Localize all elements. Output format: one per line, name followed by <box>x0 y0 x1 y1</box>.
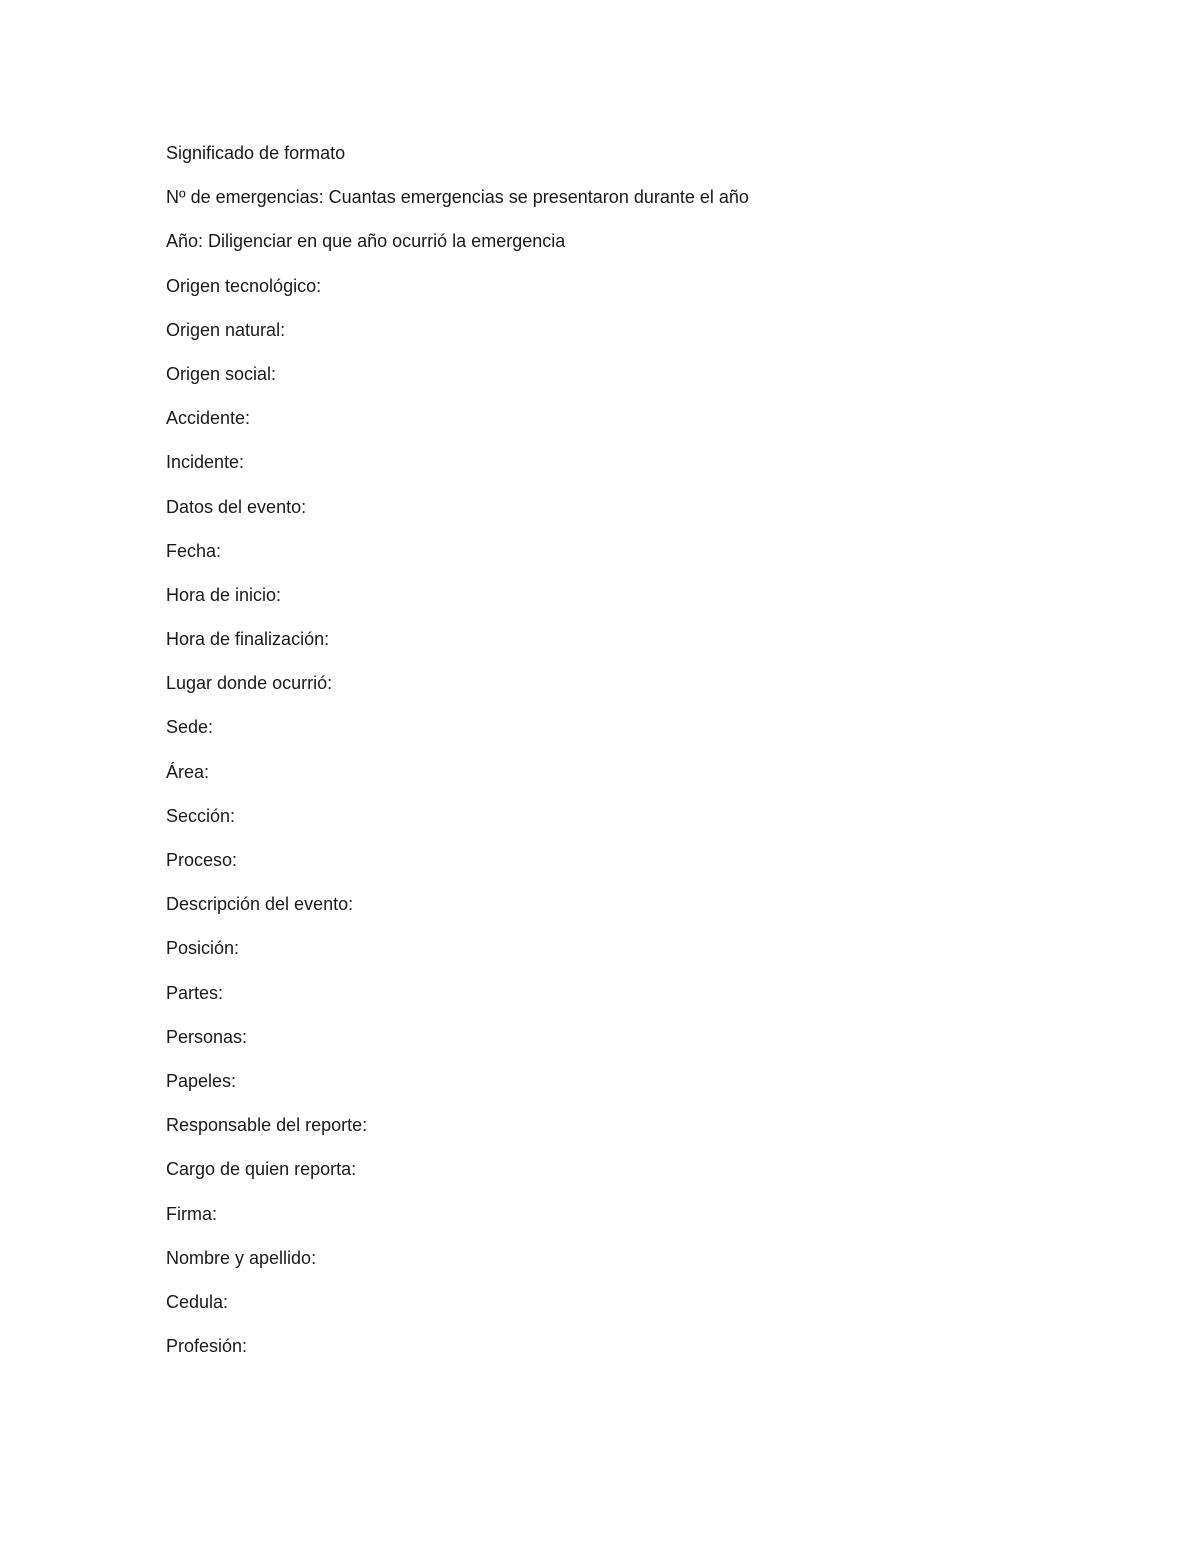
line-partes: Partes: <box>166 982 224 1003</box>
line-origen-natural: Origen natural: <box>166 319 286 340</box>
line-descripcion-evento: Descripción del evento: <box>166 894 354 915</box>
line-datos-evento: Datos del evento: <box>166 496 307 517</box>
line-accidente: Accidente: <box>166 408 251 429</box>
line-hora-finalizacion: Hora de finalización: <box>166 629 330 650</box>
line-cargo-reporta: Cargo de quien reporta: <box>166 1159 357 1180</box>
line-proceso: Proceso: <box>166 850 238 870</box>
document-title: Significado de formato <box>166 143 346 163</box>
document-body <box>166 140 1066 1377</box>
line-firma: Firma: <box>166 1203 217 1224</box>
line-responsable-reporte: Responsable del reporte: <box>166 1115 368 1136</box>
line-origen-social: Origen social: <box>166 363 277 384</box>
line-seccion: Sección: <box>166 805 236 826</box>
line-incidente: Incidente: <box>166 452 245 473</box>
line-area: Área: <box>166 761 210 782</box>
line-sede: Sede: <box>166 717 214 738</box>
line-posicion: Posición: <box>166 938 240 959</box>
line-ano: Año: Diligenciar en que año ocurrió la emergencia <box>166 231 566 252</box>
line-numero-emergencias: Nº de emergencias: Cuantas emergencias se presentaron durante el año <box>166 187 749 208</box>
line-nombre-apellido: Nombre y apellido: <box>166 1247 317 1268</box>
line-origen-tecnologico: Origen tecnológico: <box>166 275 322 296</box>
line-hora-inicio: Hora de inicio: <box>166 584 282 605</box>
line-papeles: Papeles: <box>166 1070 237 1091</box>
line-personas: Personas: <box>166 1026 248 1047</box>
line-fecha: Fecha: <box>166 540 222 561</box>
line-lugar: Lugar donde ocurrió: <box>166 673 333 694</box>
line-profesion: Profesión: <box>166 1336 248 1357</box>
line-cedula: Cedula: <box>166 1291 229 1312</box>
